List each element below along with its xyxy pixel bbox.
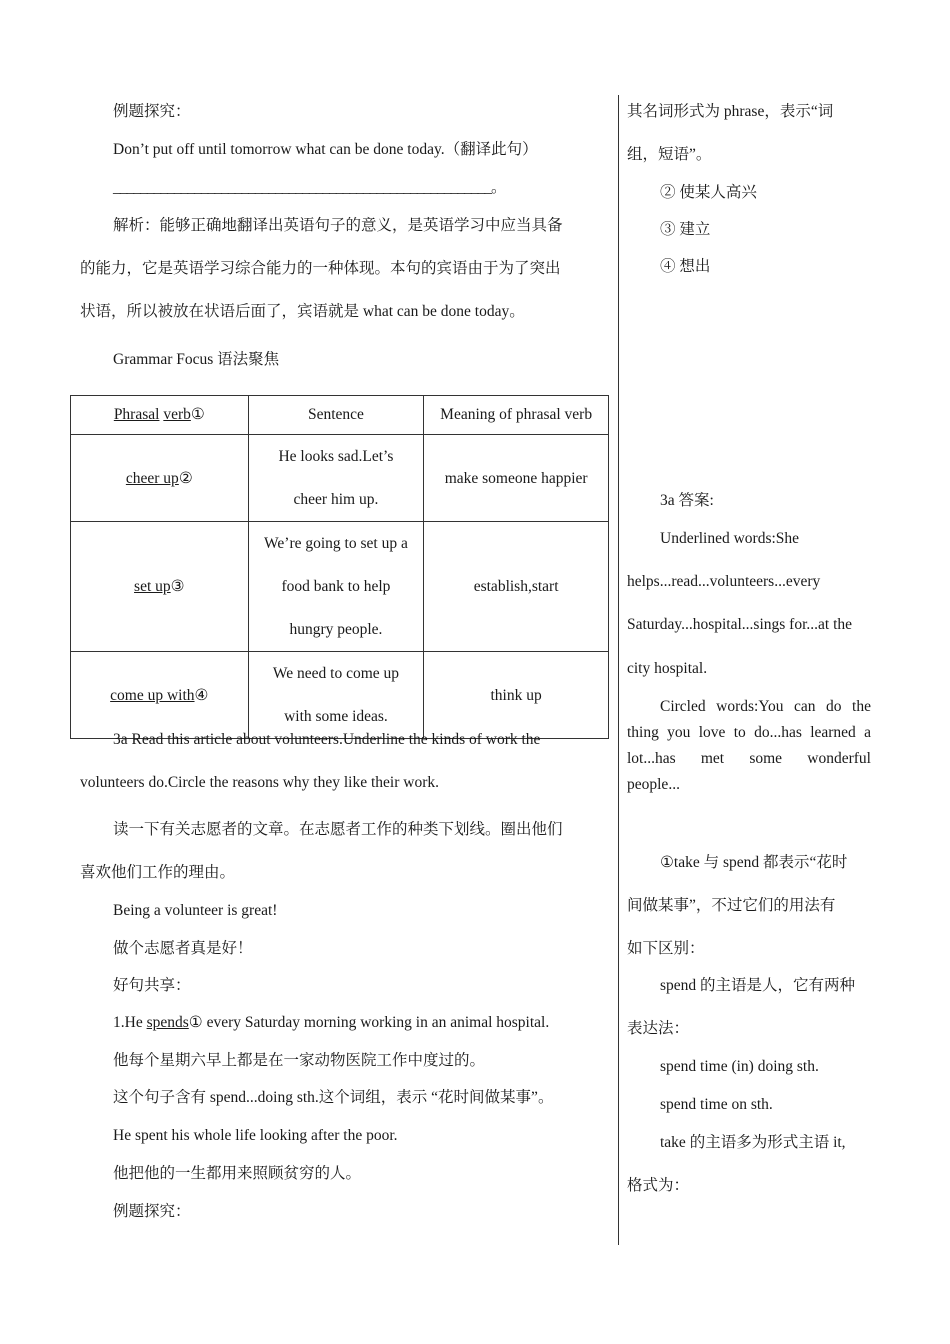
sentence-line: He looks sad.Let’s [278,448,394,465]
analysis-line-1: 解析：能够正确地翻译出英语句子的意义，是英语学习中应当具备 [113,217,563,234]
answer-blank: ________________________________________________________。 [113,179,506,196]
format-label: 格式为： [627,1177,690,1194]
spend-form-2: spend time on sth. [660,1096,773,1113]
sentence-line: with some ideas. [284,708,388,725]
meaning-cell: think up [424,652,609,739]
circled-line-2: thing you love to do...has learned a [627,724,871,741]
note-2: ② 使某人高兴 [660,184,757,201]
example-sentence: Don’t put off until tomorrow what can be done today.（翻译此句） [113,141,538,158]
header-phrasal-word: Phrasal [113,406,160,423]
sentence-1-cn: 他每个星期六早上都是在一家动物医院工作中度过的。 [113,1052,486,1069]
header-verb-word: verb [163,406,191,423]
take-spend-line-2: 间做某事”，不过它们的用法有 [627,897,836,914]
sentence-line: hungry people. [289,621,383,638]
sentence-cell [248,652,424,739]
circled-line-4: people... [627,776,680,793]
sentence-1-prefix: 1.He [113,1014,147,1031]
verb-cell [71,522,249,652]
example-label: 例题探究： [113,103,191,120]
sentence-cell [248,435,424,522]
note-mark: ④ [194,686,209,704]
analysis-line-3: 状语，所以被放在状语后面了，宾语就是 what can be done today。 [80,303,525,320]
analysis-line-2: 的能力，它是英语学习综合能力的一种体现。本句的宾语由于为了突出 [80,260,561,277]
take-subject: take 的主语多为形式主语 it, [660,1134,846,1151]
take-spend-line-1: ①take 与 spend 都表示“花时 [660,854,848,871]
sentence-1 [113,1013,549,1033]
good-sentences-label: 好句共享： [113,977,191,994]
grammar-table [70,395,609,739]
sentence-line: food bank to help [281,578,391,595]
header-meaning: Meaning of phrasal verb [424,396,609,435]
task-3a-line-2: volunteers do.Circle the reasons why they like their work. [80,774,439,791]
verb-text: cheer up [125,469,179,487]
task-3a-cn-line-2: 喜欢他们工作的理由。 [80,864,236,881]
header-note-mark: ① [190,406,205,423]
sentence-1-keyword: spends [146,1014,189,1031]
sentence-line: We need to come up [272,665,400,682]
example-label-2: 例题探究： [113,1203,191,1220]
verb-text: set up [134,578,171,595]
sentence-line: We’re going to set up a [264,535,408,552]
spend-subject-line-1: spend 的主语是人，它有两种 [660,977,856,994]
column-divider [618,95,619,1245]
table-header-row [71,396,609,435]
verb-cell [71,652,249,739]
sentence-cell [248,522,424,652]
underlined-line-1: Underlined words:She [660,530,800,547]
underlined-line-2: helps...read...volunteers...every [627,573,821,590]
grammar-focus-heading: Grammar Focus 语法聚焦 [113,351,280,368]
verb-text: come up with [110,686,195,704]
header-phrasal-verb [71,396,249,435]
phrase-note-line-1: 其名词形式为 phrase，表示“词 [627,103,834,120]
note-3: ③ 建立 [660,221,711,238]
sentence-1-rest: every Saturday morning working in an animal hospital. [202,1014,550,1031]
article-title: Being a volunteer is great! [113,902,278,919]
circled-line-1: Circled words:You can do the [660,698,871,715]
underlined-line-4: city hospital. [627,660,708,677]
note-mark: ③ [170,578,185,595]
sentence-line: cheer him up. [293,491,379,508]
header-sentence: Sentence [248,396,424,435]
sentence-1-mark: ① [188,1014,203,1031]
phrase-note-line-2: 组，短语”。 [627,146,712,163]
sentence-1-example: He spent his whole life looking after the poor. [113,1127,398,1144]
sentence-1-example-cn: 他把他的一生都用来照顾贫穷的人。 [113,1165,362,1182]
task-3a-cn-line-1: 读一下有关志愿者的文章。在志愿者工作的种类下划线。圈出他们 [113,821,563,838]
task-3a-line-1: 3a Read this article about volunteers.Underline the kinds of work the [113,731,541,748]
table-row [71,652,609,739]
table-row [71,522,609,652]
spend-subject-line-2: 表达法： [627,1020,690,1037]
circled-line-3: lot...has met some wonderful [627,750,871,767]
verb-cell [71,435,249,522]
underlined-line-3: Saturday...hospital...sings for...at the [627,616,853,633]
spend-form-1: spend time (in) doing sth. [660,1058,819,1075]
meaning-cell: establish,start [424,522,609,652]
note-mark: ② [178,469,193,487]
answer-label: 3a 答案: [660,492,714,509]
table-row [71,435,609,522]
take-spend-line-3: 如下区别： [627,940,705,957]
meaning-cell: make someone happier [424,435,609,522]
article-title-cn: 做个志愿者真是好！ [113,940,253,957]
sentence-1-note: 这个句子含有 spend...doing sth.这个词组，表示 “花时间做某事”。 [113,1089,554,1106]
note-4: ④ 想出 [660,258,711,275]
